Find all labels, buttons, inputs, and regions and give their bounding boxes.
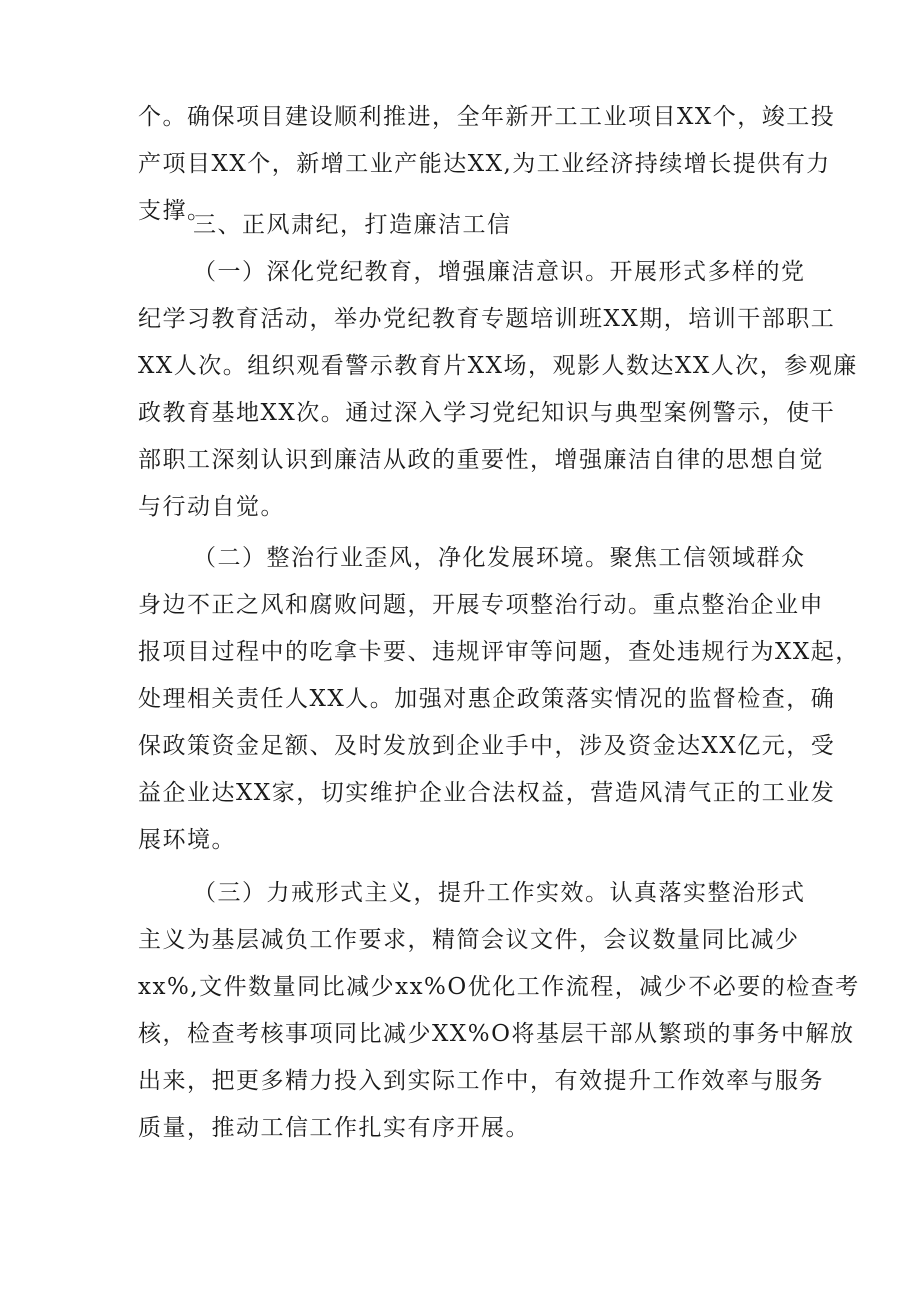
text-line: 质量，推动工信工作扎实有序开展。 (138, 1115, 530, 1141)
text-line: 出来，把更多精力投入到实际工作中，有效提升工作效率与服务 (138, 1068, 824, 1094)
text-line: （一）深化党纪教育，增强廉洁意识。开展形式多样的党 (193, 259, 806, 285)
text-line: （三）力戒形式主义，提升工作实效。认真落实整治形式 (193, 880, 806, 906)
text-line: 纪学习教育活动，举办党纪教育专题培训班XX期，培训干部职工 (138, 306, 836, 332)
text-line: 政教育基地XX次。通过深入学习党纪知识与典型案例警示，使干 (138, 400, 836, 426)
paragraph-2 (138, 535, 860, 864)
text-line: 部职工深刻认识到廉洁从政的重要性，增强廉洁自律的思想自觉 (138, 447, 824, 473)
text-line: 产项目XX个，新增工业产能达XX,为工业经济持续增长提供有力 (138, 151, 831, 177)
text-line: 处理相关责任人XX人。加强对惠企政策落实情况的监督检查，确 (138, 686, 836, 712)
text-line: 身边不正之风和腐败问题，开展专项整治行动。重点整治企业申 (138, 592, 824, 618)
text-line: xx%,文件数量同比减少xx%O优化工作流程，减少不必要的检查考 (138, 974, 860, 1000)
text-line: 保政策资金足额、及时发放到企业手中，涉及资金达XX亿元，受 (138, 733, 836, 759)
text-line: XX人次。组织观看警示教育片XX场，观影人数达XX人次，参观廉 (138, 353, 858, 379)
text-line: 核，检查考核事项同比减少XX%O将基层干部从繁琐的事务中解放 (138, 1021, 855, 1047)
text-line: 展环境。 (138, 827, 236, 853)
paragraph-1 (138, 249, 858, 531)
text-line: 报项目过程中的吃拿卡要、违规评审等问题，查处违规行为XX起， (138, 639, 860, 665)
text-line: 益企业达XX家，切实维护企业合法权益，营造风清气正的工业发 (138, 780, 836, 806)
text-line: 个。确保项目建设顺利推进，全年新开工工业项目XX个，竣工投 (138, 104, 836, 130)
text-line: 与行动自觉。 (138, 494, 285, 520)
text-line: 主义为基层减负工作要求，精简会议文件，会议数量同比减少 (138, 927, 800, 953)
text-line: （二）整治行业歪风，净化发展环境。聚焦工信领域群众 (193, 545, 806, 571)
paragraph-3 (138, 870, 860, 1152)
section-heading (138, 202, 788, 249)
text-line: 支撑。 (138, 198, 212, 224)
heading-text: 三、正风肃纪，打造廉洁工信 (193, 212, 512, 238)
